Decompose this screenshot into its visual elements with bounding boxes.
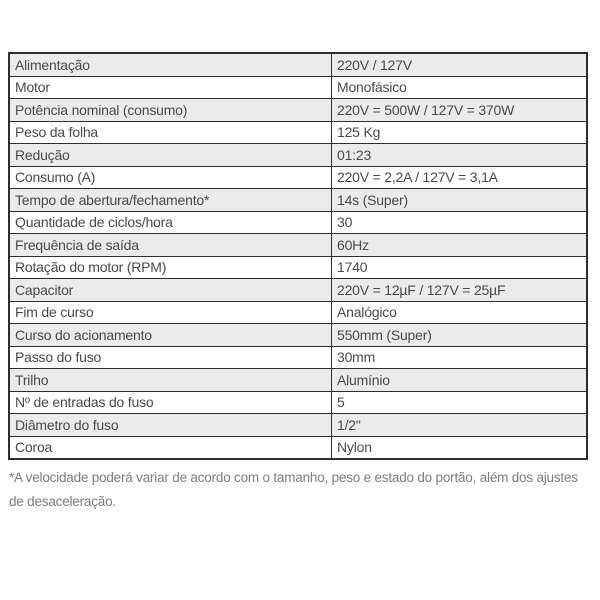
spec-label-cell: Rotação do motor (RPM): [9, 256, 332, 279]
spec-label-cell: Peso da folha: [9, 121, 332, 144]
table-row: [9, 234, 587, 257]
spec-label-cell: Capacitor: [9, 279, 332, 302]
spec-value-cell: 60Hz: [332, 234, 588, 257]
table-row: [9, 121, 587, 144]
spec-label-cell: Alimentação: [9, 53, 332, 76]
spec-value-cell: Alumínio: [332, 369, 588, 392]
spec-label-cell: Frequência de saída: [9, 234, 332, 257]
spec-value-cell: 220V = 500W / 127V = 370W: [332, 99, 588, 122]
spec-value-cell: 125 Kg: [332, 121, 588, 144]
spec-value-cell: 5: [332, 391, 588, 414]
table-row: [9, 144, 587, 167]
spec-value-cell: 1740: [332, 256, 588, 279]
spec-label-cell: Tempo de abertura/fechamento*: [9, 189, 332, 212]
spec-table-body: [9, 53, 587, 459]
spec-label-cell: Nº de entradas do fuso: [9, 391, 332, 414]
spec-value-cell: 550mm (Super): [332, 324, 588, 347]
spec-value-cell: Monofásico: [332, 76, 588, 99]
spec-label-cell: Potência nominal (consumo): [9, 99, 332, 122]
spec-value-cell: 14s (Super): [332, 189, 588, 212]
spec-label-cell: Consumo (A): [9, 166, 332, 189]
table-row: [9, 76, 587, 99]
spec-label-cell: Redução: [9, 144, 332, 167]
spec-table: [8, 52, 588, 460]
spec-label-cell: Quantidade de ciclos/hora: [9, 211, 332, 234]
spec-value-cell: Nylon: [332, 436, 588, 459]
table-row: [9, 391, 587, 414]
spec-sheet: [8, 52, 588, 514]
spec-label-cell: Fim de curso: [9, 301, 332, 324]
spec-value-cell: 01:23: [332, 144, 588, 167]
spec-value-cell: 1/2": [332, 414, 588, 437]
table-row: [9, 324, 587, 347]
spec-label-cell: Trilho: [9, 369, 332, 392]
spec-label-cell: Curso do acionamento: [9, 324, 332, 347]
table-row: [9, 211, 587, 234]
table-row: [9, 53, 587, 76]
spec-label-cell: Motor: [9, 76, 332, 99]
spec-value-cell: 30: [332, 211, 588, 234]
table-row: [9, 369, 587, 392]
table-row: [9, 279, 587, 302]
table-row: [9, 436, 587, 459]
spec-value-cell: 220V = 12µF / 127V = 25µF: [332, 279, 588, 302]
footnote: *A velocidade poderá variar de acordo com o tamanho, peso e estado do portão, além dos ajustes de desaceleração.: [9, 470, 578, 509]
table-row: [9, 414, 587, 437]
spec-value-cell: 220V / 127V: [332, 53, 588, 76]
spec-label-cell: Coroa: [9, 436, 332, 459]
spec-value-cell: 220V = 2,2A / 127V = 3,1A: [332, 166, 588, 189]
table-row: [9, 166, 587, 189]
table-row: [9, 346, 587, 369]
table-row: [9, 301, 587, 324]
table-row: [9, 189, 587, 212]
table-row: [9, 256, 587, 279]
spec-label-cell: Diâmetro do fuso: [9, 414, 332, 437]
spec-value-cell: Analógico: [332, 301, 588, 324]
spec-value-cell: 30mm: [332, 346, 588, 369]
spec-label-cell: Passo do fuso: [9, 346, 332, 369]
table-row: [9, 99, 587, 122]
